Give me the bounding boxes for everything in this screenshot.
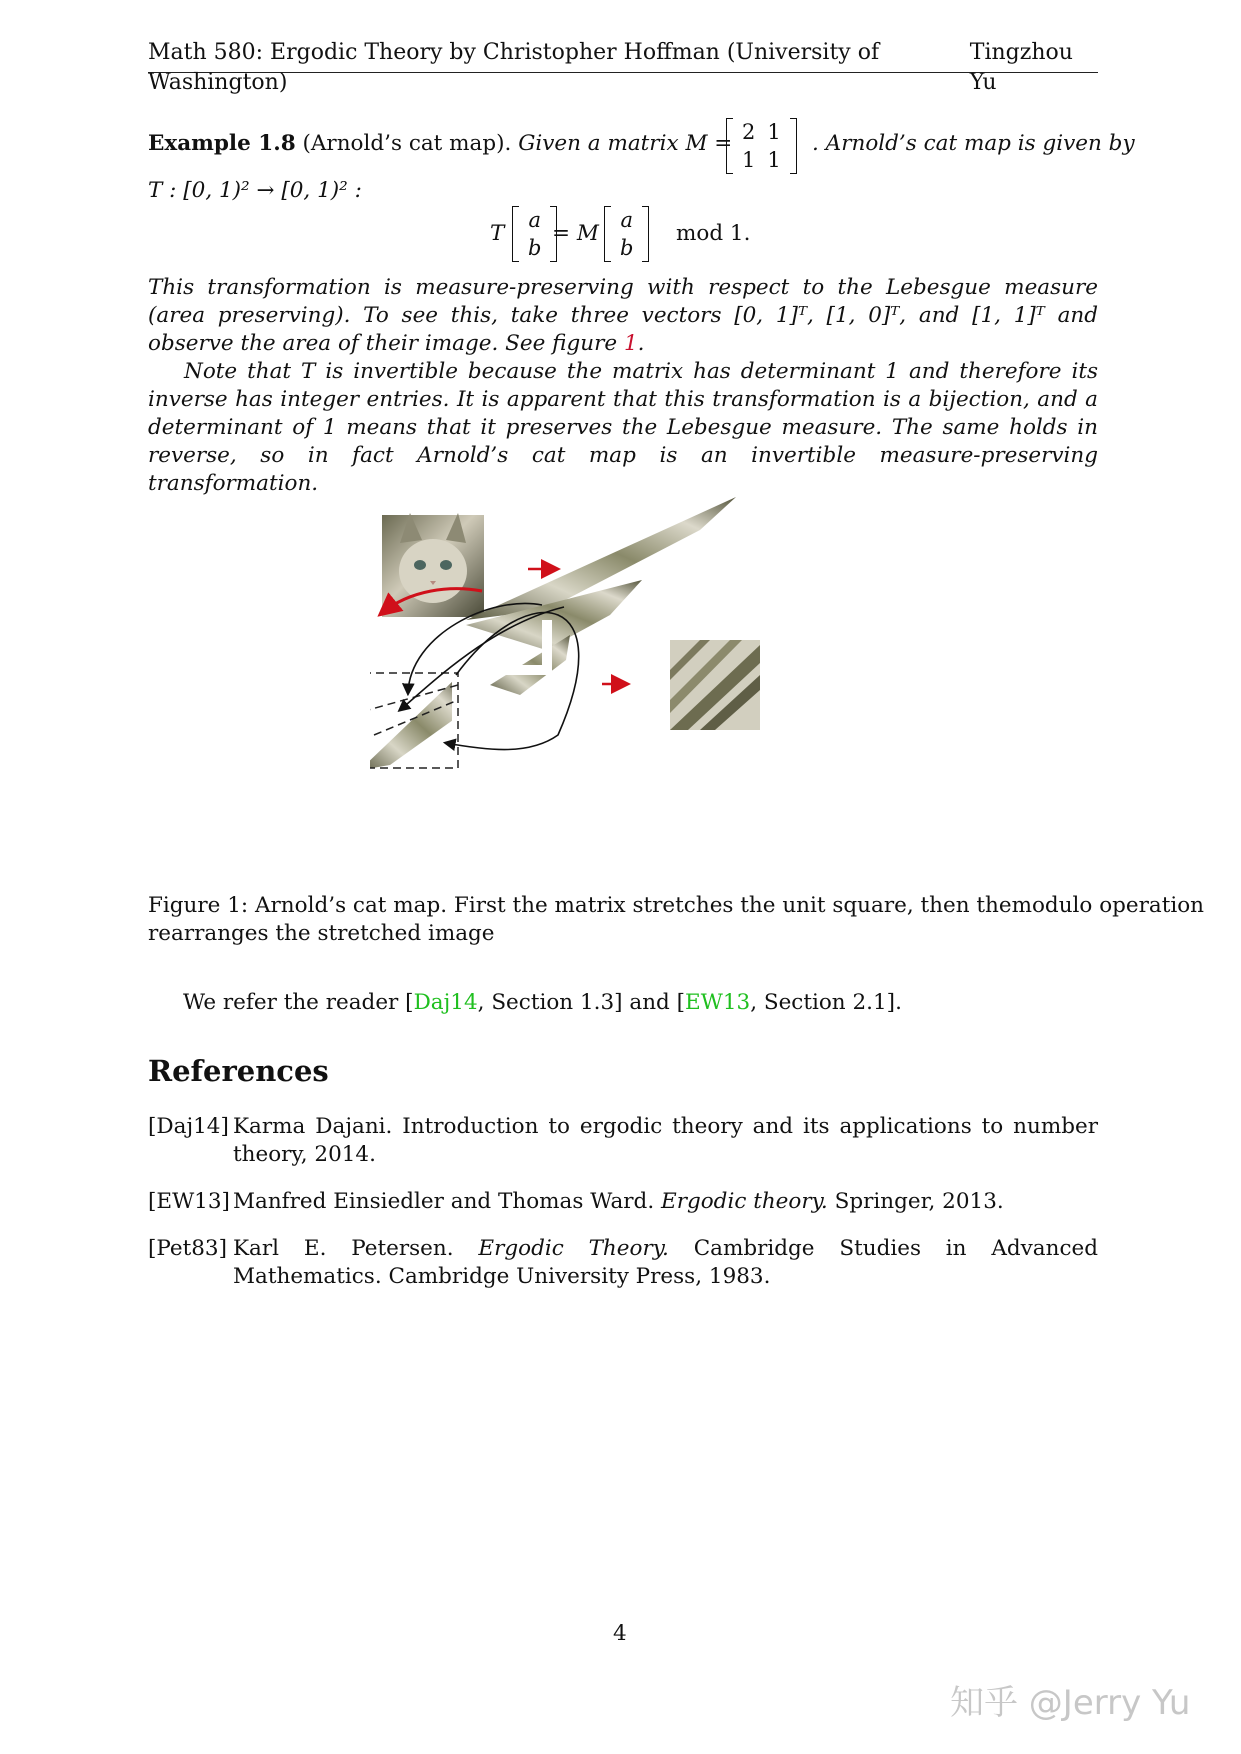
refer-pre: We refer the reader [ [183, 990, 414, 1015]
header-author: Tingzhou Yu [969, 40, 1073, 95]
paragraph-1-end: . [637, 331, 645, 356]
reference-key: [EW13] [148, 1189, 230, 1214]
caption-line-2: rearranges the stretched image [148, 921, 495, 946]
cat-map-figure [370, 485, 850, 865]
reference-entry [148, 1113, 1098, 1169]
matrix-cell: 1 [767, 148, 781, 172]
figure-link[interactable]: 1 [623, 331, 638, 356]
reference-entry [148, 1188, 1098, 1216]
refer-mid: , Section 1.3] and [ [477, 990, 686, 1015]
vector-a: a [620, 208, 633, 232]
stretched-piece [370, 680, 460, 770]
caption-line-1: Figure 1: Arnold’s cat map. First the matrix stretches the unit square, then themodulo operation [148, 893, 1205, 918]
matrix-M [726, 118, 797, 174]
references-heading: References [148, 1054, 329, 1088]
figure-caption [148, 892, 1205, 948]
map-domain: T : [0, 1)² → [0, 1)² : [148, 178, 362, 203]
example-name: (Arnold’s cat map). [302, 131, 512, 156]
reference-key: [Daj14] [148, 1114, 229, 1139]
matrix-cell: 1 [742, 148, 756, 172]
paragraph-1-text: This transformation is measure-preserving with respect to the Lebesgue measure (area preserving). To see this, take three vectors [0, 1]ᵀ, [1, 0]ᵀ, and [1, 1]ᵀ and observe the area of their image. See figure [148, 275, 1098, 356]
reference-title: Ergodic Theory. [478, 1236, 669, 1261]
vector-a: a [528, 208, 541, 232]
reference-text [233, 1188, 1098, 1216]
scrambled-image [670, 640, 760, 730]
paragraph-2 [148, 358, 1098, 498]
reference-author: Manfred Einsiedler and Thomas Ward. [233, 1189, 655, 1214]
reference-author: Karl E. Petersen. [233, 1236, 454, 1261]
citation-link[interactable]: Daj14 [413, 990, 478, 1015]
example-given: Given a matrix [518, 131, 679, 156]
matrix-cell: 1 [767, 120, 781, 144]
vector-b: b [528, 236, 542, 260]
reference-text [233, 1235, 1098, 1291]
paragraph-1 [148, 274, 1098, 358]
matrix-cell: 2 [742, 120, 756, 144]
reference-publisher: Cambridge Studies in Advanced Mathematics. Cambridge University Press, 1983. [233, 1236, 1098, 1289]
page-number: 4 [613, 1621, 627, 1646]
display-equation [490, 204, 790, 268]
example-continuation: . Arnold’s cat map is given by [812, 131, 1135, 156]
example-label: Example 1.8 [148, 131, 296, 156]
matrix-symbol: M [685, 131, 708, 156]
refer-post: , Section 2.1]. [750, 990, 902, 1015]
eq-mod: mod 1. [676, 221, 751, 246]
eq-T: T [490, 221, 505, 246]
page-header [148, 38, 1098, 95]
vector-left [512, 206, 557, 262]
reference-entry [148, 1235, 1098, 1291]
refer-line [183, 989, 902, 1017]
eq-equals-M: = M [552, 221, 599, 246]
example-line [148, 118, 1135, 182]
vector-right [604, 206, 649, 262]
vector-b: b [620, 236, 634, 260]
header-title: Math 580: Ergodic Theory by Christopher Hoffman (University of Washington) [148, 40, 880, 95]
reference-title: Ergodic theory. [661, 1189, 828, 1214]
reference-publisher: Springer, 2013. [834, 1189, 1004, 1214]
reference-text: Karma Dajani. Introduction to ergodic theory and its applications to number theory, 2014. [233, 1114, 1098, 1167]
paragraph-2-text: Note that T is invertible because the matrix has determinant 1 and therefore its inverse has integer entries. It is apparent that this transformation is a bijection, and a determinant of 1 means that it preserves the Lebesgue measure. The same holds in reverse, so in fact Arnold’s cat map is an invertible measure-preserving transformation. [148, 359, 1098, 496]
citation-link[interactable]: EW13 [685, 990, 751, 1015]
reference-key: [Pet83] [148, 1236, 227, 1261]
equals-sign: = [714, 131, 733, 156]
watermark: 知乎 @Jerry Yu [950, 1683, 1191, 1723]
